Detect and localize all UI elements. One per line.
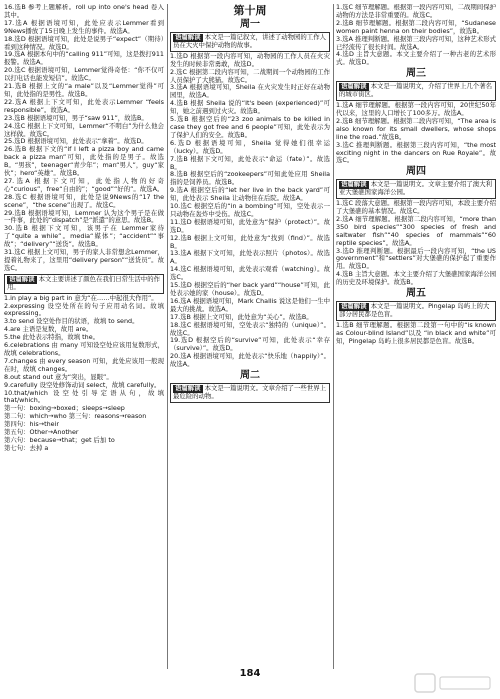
- vocab-item: 10.that/which 设空处引导定语从句，故填 that/which。: [4, 388, 164, 405]
- vocab-item: 5.the 此处表示特指，故填 the。: [4, 333, 100, 342]
- answer-item: 1.选C 段落大意题。根据第一段内容可知，本段主要介绍了大堡礁的基本情况。故选C。: [336, 199, 496, 216]
- correction-item: 第七句：去掉 a: [4, 443, 49, 452]
- passage-summary-label: 语篇解读: [9, 274, 35, 283]
- answer-item: 24.选C 根据上下文可知，Lemmer“不明白”为什么他会这样做。故选C。: [4, 121, 164, 138]
- answer-item: 15.选D 根据空后的“her back yard”“house”可知，此处表示她的家（house）。故选D。: [170, 281, 330, 297]
- correction-list: [4, 405, 164, 452]
- answer-item: 4.选D 主旨大意题。本文主要介绍了一种古老的艺术形式。故选D。: [336, 50, 496, 67]
- vocab-item: 9.carefully 设空处修饰动词 select，故填 carefully。: [4, 380, 161, 389]
- day-title: 周四: [406, 166, 426, 178]
- passage-summary-text: 本文是一篇记叙文，讲述了动物园的工作人员在大火中保护动物的故事。: [173, 33, 326, 49]
- answer-item: 3.选D 推理判断题。根据最后一段内容可知，“the US government”和“settlers”对大堡礁的保护起了重要作用。故选D。: [336, 246, 496, 271]
- answer-item: 19.选A 根据本句中的“calling 911”可知，这是拨打911报警。故选A。: [4, 50, 164, 67]
- answer-item: 10.选C 根据空后的“in a bombing”可知，空处表示一只动物在轰炸中受伤。故选C。: [170, 202, 330, 218]
- correction-item: 第二句：which→who 第三句：reasons→reason: [4, 412, 147, 421]
- answer-item: 25.选D 根据语境可知，此处表示“拿着”。故选D。: [4, 137, 148, 146]
- answer-item: 3.选A 根据语境可知，Sheila 在火灾发生时正好在动物园里，故选A。: [170, 83, 330, 100]
- passage-summary-box: [336, 81, 496, 101]
- day-title: 周五: [406, 288, 426, 300]
- passage-summary-label: 语篇解读: [175, 33, 201, 41]
- watermark-logo: [414, 671, 494, 695]
- answer-list: [336, 4, 496, 67]
- vocab-item: 7.changes 由 every season 可知，此处应该用一般现在时，故填 changes。: [4, 356, 164, 373]
- answer-item: 12.选B 根据上文可知，此处意为“找到（find）”。故选B。: [170, 233, 330, 250]
- answer-item: 2.选B 细节理解题。根据第二段内容可知，“Sudanese women paint henna on their bodies”，故选B。: [336, 18, 496, 35]
- vocab-item: 8.out stand out 意为“突出，显眼”。: [4, 372, 113, 381]
- passage-summary-box: [170, 32, 330, 52]
- answer-item: 30.选B 根据下文可知，该男子在 Lemmer家待了“quite a while”。media“媒体”；“accident”“事故”；“delivery”“送货”。故选B。: [4, 224, 164, 249]
- passage-summary-label: 语篇解读: [341, 180, 367, 189]
- answer-item: 2.选A 细节理解题。根据第二段内容可知，“more than 350 bird species”“300 species of fresh and saltwater fish”“40 species of mammals”“60 reptile species”。故选A。: [336, 214, 496, 247]
- answer-item: 29.选B 根据语境可知，Lemmer 认为这个男子是在做一件事，此处的“dispatch”是“派遣”的意思。故选B。: [4, 208, 164, 225]
- answer-list: [4, 4, 164, 273]
- answer-item: 20.选A 根据语境可知，此处表示“快乐地（happily）”。故选A。: [170, 352, 330, 369]
- passage-summary-box: [4, 274, 164, 294]
- answer-item: 31.选C 根据上文可知，男子的家人非常想念Lemmer，提着礼物来了，这里用“delivery person”“送货员”。故选C。: [4, 248, 164, 272]
- answer-item: 8.选B 根据空后的“zookeepers”可知此处应用 Sheila 指的是饲养员。故选B。: [170, 170, 330, 187]
- answer-item: 14.选C 根据语境可知，此处表示观看（watching）。故选C。: [170, 265, 330, 282]
- passage-summary-label: 语篇解读: [341, 302, 367, 311]
- answer-item: 28.选C 根据语境可知，此处是说9News的“17 the scene”，“the scene”出现了。故选C。: [4, 192, 164, 209]
- day-title: 周二: [240, 370, 260, 382]
- vocab-item: 3.to send 设空处作目的状语，故填 to send。: [4, 317, 139, 326]
- vocab-item: 4.are 主语是复数，故用 are。: [4, 325, 93, 334]
- answer-item: 22.选A 根据上下文可知，此处表示Lemmer “feels responsible”。故选A。: [4, 97, 164, 114]
- answer-item: 17.选A 根据语境可知，此处应表示Lemmer看到9News播放了15日晚上发生的事件。故选A。: [4, 18, 164, 35]
- passage-summary-text: 本文是一篇说明文。文章主要介绍了澳大利亚大堡礁国家海洋公园。: [339, 180, 492, 197]
- day-title: 周三: [406, 68, 426, 80]
- vocab-item: 1.in play a big part in 意为“在……中起很大作用”。: [4, 293, 158, 302]
- answer-item: 11.选D 根据语境可知，此处意为“保护（protect）”。故选D。: [170, 217, 330, 234]
- middle-column: [170, 4, 330, 669]
- week-title: 第十周: [233, 4, 267, 17]
- answer-item: 13.选A 根据下文可知，此处表示照片（photos）。故选A。: [170, 249, 330, 266]
- answer-item: 21.选B 根据上文的“a male”以及“Lemmer觉得”可知，此处指的是男性。故选B。: [4, 82, 164, 98]
- passage-summary-label: 语篇解读: [175, 384, 201, 393]
- column-divider: [167, 4, 168, 669]
- correction-item: 第四句：his→their: [4, 420, 59, 429]
- answer-item: 23.选B 根据语境可知，男子“saw 911”，故选B。: [4, 113, 148, 122]
- answer-item: 16.选A 根据语境可知，Mark Challis 说这是他们一生中最大的挑战。故选A。: [170, 296, 330, 313]
- right-column: [336, 4, 496, 669]
- page-number: 184: [239, 668, 261, 679]
- passage-summary-label: 语篇解读: [341, 82, 367, 91]
- answer-item: 18.选C 根据语境可知，空处表示“独特的（unique）”。故选C。: [170, 320, 330, 337]
- passage-summary-box: [336, 301, 496, 321]
- answer-page: [4, 4, 496, 669]
- correction-item: 第六句：because→that；get 后加 to: [4, 435, 115, 444]
- answer-item: 6.选D 根据语境可知，Sheila 觉得她们很幸运（lucky）。故选D。: [170, 138, 330, 155]
- answer-item: 1.选D 根据第一段内容可知，动物园的工作人员在火灾发生的时候非常勇敢，故选D。: [170, 51, 330, 68]
- answer-item: 3.选A 推理判断题。根据第三段内容可知，这种艺术形式已经流传了很长时间。故选A。: [336, 34, 496, 51]
- passage-summary-box: [336, 179, 496, 199]
- answer-item: 2.选C 根据第二段内容可知，二战期间一个动物园的工作人员保护了大熊猫。故选C。: [170, 67, 330, 84]
- answer-list: [336, 200, 496, 287]
- answer-list: [336, 322, 496, 346]
- answer-item: 27.选A 根据下文可知，此处指人物的好奇心“curious”，free“自由的”；“good”“好的”。故选A。: [4, 176, 164, 193]
- passage-summary-text: 本文主要讲述了颜色在我们日常生活中的作用。: [7, 274, 160, 291]
- vocab-item: 2.expressing 设空处所在的句子应用动名词。故填 expressing。: [4, 301, 164, 318]
- vocab-list: [4, 295, 164, 406]
- day-title: 周一: [240, 19, 260, 30]
- answer-item: 26.选B 根据下文的“if I left a pizza boy and came back a pizza man”可知，此处指的是男子。故选B。“男孩”，teenager“青少年”；man“男人”，guy“家伙”；hero“英雄”。故选B。: [4, 145, 164, 178]
- answer-item: 18.选D 根据语境可知，此处是说男子“expect”（期待）看到这种情况。故选D。: [4, 34, 164, 51]
- answer-list: [336, 102, 496, 165]
- left-column: [4, 4, 164, 669]
- vocab-item: 6.celebrations 由 many 可知设空处应该用复数形式，故填 celebrations。: [4, 341, 164, 357]
- answer-item: 7.选B 根据下文可知，此处表示“命运（fate）”。故选B。: [170, 154, 330, 171]
- passage-summary-text: 本文是一篇说明文，介绍了世界上几个著名的城市街区。: [339, 82, 492, 99]
- answer-item: 5.选B 根据空后的“23 zoo animals to be killed in case they got free and 6 people”可知，此处表示为了保护人们的安全。故选B。: [170, 115, 330, 139]
- answer-item: 1.选A 细节理解题。根据第一段内容可知，20世纪50年代以来，这里的人口增长了100多万。故选A。: [336, 101, 496, 117]
- answer-item: 1.选B 细节理解题。根据第二段第一句中的“is known as Colour-blind Island”以及 “in black and white”可知，Pingelap 岛屿上很多居民都是色盲。故选B。: [336, 320, 496, 345]
- column-divider: [333, 4, 334, 669]
- passage-summary-text: 本文是一篇说明文。Pingelap 岛屿上的大部分居民都是色盲。: [339, 302, 490, 318]
- correction-item: 第五句：Other→Another: [4, 428, 79, 437]
- answer-item: 1.选C 细节理解题。根据第一段内容可知，二战期间保护动物的方法是非常重要的。故选C。: [336, 4, 496, 19]
- correction-item: 第一句：boxing→boxed；sleeps→sleep: [4, 404, 125, 413]
- answer-item: 4.选B 主旨大意题。本文主要介绍了大堡礁国家海洋公园的历史及环境保护。故选B。: [336, 270, 496, 287]
- answer-item: 16.选B 参考上题解析。roll up into one's head 卷入其中。: [4, 4, 164, 19]
- answer-item: 19.选D 根据空后的“survive”可知，此处表示“幸存（survive）”。故选D。: [170, 336, 330, 353]
- answer-item: 3.选C 推理判断题。根据第三段内容可知，“the most exciting night in the dancers on Rue Royale”。故选C。: [336, 140, 496, 165]
- answer-item: 2.选B 细节理解题。根据第二段内容可知，“The area is also known for its small dwellers, whose shops line the road.”故选B。: [336, 116, 496, 141]
- answer-list: [170, 53, 330, 369]
- answer-item: 4.选B 根据 Sheila 说的“It's been (experienced)”可知，她之前遇到过火灾。故选B。: [170, 99, 330, 116]
- answer-item: 9.选A 根据空后的“let her live in the back yard”可知，此处表示 Sheila 让动物住在后院。故选A。: [170, 186, 330, 203]
- passage-summary-text: 本文是一篇说明文。文章介绍了一些世界上最危险的动物。: [173, 384, 326, 400]
- answer-item: 17.选B 根据上文可知，此处意为“关心”。故选B。: [170, 312, 313, 321]
- answer-item: 20.选C 根据语境可知，Lemmer觉得奇怪：“你不仅可以打电话也能发短信”。故选C。: [4, 66, 164, 83]
- passage-summary-box: [170, 383, 330, 403]
